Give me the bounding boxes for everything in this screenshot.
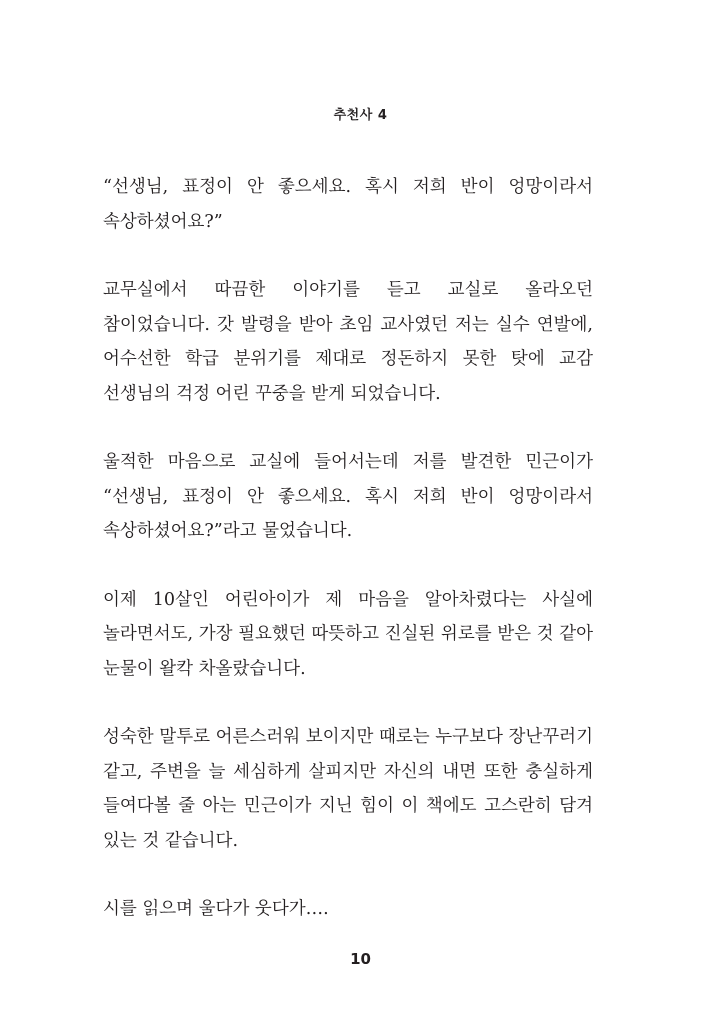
paragraph-teachers-office: 교무실에서 따끔한 이야기를 듣고 교실로 올라오던 참이었습니다. 갓 발령을 받아 초임 교사였던 저는 실수 연발에, 어수선한 학급 분위기를 제대로 정돈하지 못한 탓에 교감 선생님의 걱정 어린 꾸중을 받게 되었습니다. — [103, 280, 593, 404]
paragraph-reading-poems: 시를 읽으며 울다가 웃다가…. — [103, 899, 329, 919]
page-number: 10 — [350, 950, 371, 968]
paragraph-mature-tone: 성숙한 말투로 어른스러워 보이지만 때로는 누구보다 장난꾸러기 같고, 주변을 늘 세심하게 살피지만 자신의 내면 또한 충실하게 들여다볼 줄 아는 민근이가 지닌 힘이 이 책에도 고스란히 담겨 있는 것 같습니다. — [103, 727, 593, 851]
section-title: 추천사 4 — [333, 108, 388, 123]
paragraph-classroom: 울적한 마음으로 교실에 들어서는데 저를 발견한 민근이가 “선생님, 표정이 안 좋으세요. 혹시 저희 반이 엉망이라서 속상하셨어요?”라고 물었습니다. — [103, 452, 593, 541]
body-text — [103, 170, 593, 927]
paragraph-quote: “선생님, 표정이 안 좋으세요. 혹시 저희 반이 엉망이라서 속상하셨어요?” — [103, 177, 593, 232]
paragraph-ten-year-old: 이제 10살인 어린아이가 제 마음을 알아차렸다는 사실에 놀라면서도, 가장 필요했던 따뜻하고 진실된 위로를 받은 것 같아 눈물이 왈칵 차올랐습니다. — [103, 589, 593, 679]
